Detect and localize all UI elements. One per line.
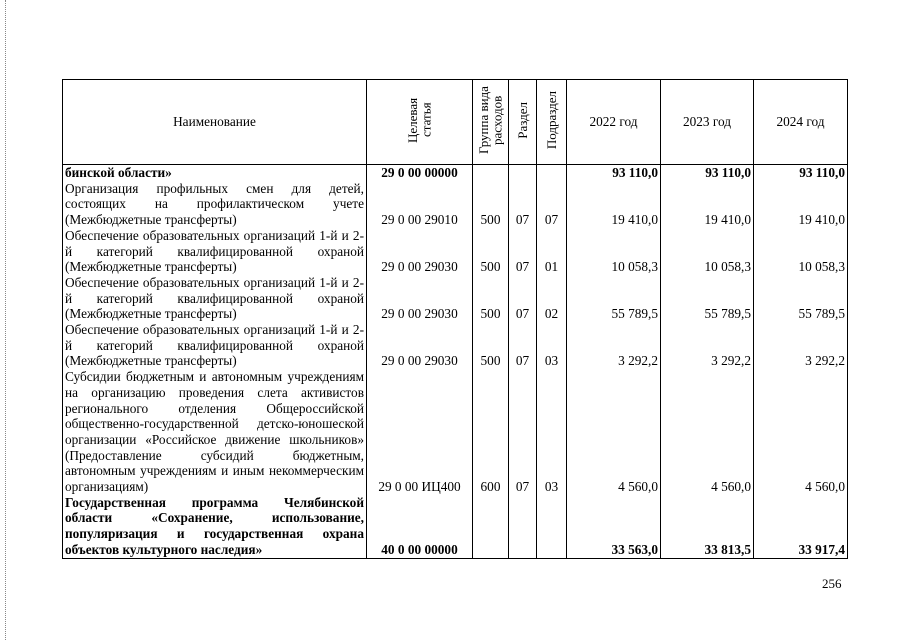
table-header-row <box>63 80 848 165</box>
row-code: 40 0 00 00000 <box>367 495 473 558</box>
row-value-2022: 33 563,0 <box>567 495 661 558</box>
header-2023: 2023 год <box>661 80 754 165</box>
row-section: 07 <box>509 181 537 228</box>
row-code: 29 0 00 29030 <box>367 322 473 369</box>
table-row <box>63 495 848 558</box>
row-code: 29 0 00 00000 <box>367 165 473 181</box>
row-code: 29 0 00 29030 <box>367 228 473 275</box>
page-left-border <box>5 0 6 640</box>
row-group: 500 <box>473 228 509 275</box>
header-section: Раздел <box>509 80 537 165</box>
row-value-2022: 10 058,3 <box>567 228 661 275</box>
table-row <box>63 322 848 369</box>
row-name: Организация профильных смен для детей, состоящих на профилактическом учете (Межбюджетные трансферты) <box>63 181 367 228</box>
row-value-2022: 55 789,5 <box>567 275 661 322</box>
row-value-2024: 55 789,5 <box>754 275 848 322</box>
table-row <box>63 181 848 228</box>
page-number: 256 <box>822 576 842 591</box>
row-value-2023: 10 058,3 <box>661 228 754 275</box>
table-row <box>63 165 848 181</box>
row-section <box>509 495 537 558</box>
row-subsection <box>537 165 567 181</box>
row-value-2024: 4 560,0 <box>754 369 848 495</box>
row-value-2023: 4 560,0 <box>661 369 754 495</box>
table-row <box>63 275 848 322</box>
row-value-2022: 19 410,0 <box>567 181 661 228</box>
row-group: 600 <box>473 369 509 495</box>
row-value-2024: 93 110,0 <box>754 165 848 181</box>
header-expense-group: Группа вида расходов <box>473 80 509 165</box>
row-group <box>473 495 509 558</box>
row-value-2023: 33 813,5 <box>661 495 754 558</box>
row-value-2024: 33 917,4 <box>754 495 848 558</box>
row-code: 29 0 00 29010 <box>367 181 473 228</box>
row-value-2022: 93 110,0 <box>567 165 661 181</box>
budget-table <box>62 79 848 559</box>
row-value-2022: 4 560,0 <box>567 369 661 495</box>
row-section: 07 <box>509 369 537 495</box>
row-section: 07 <box>509 322 537 369</box>
row-group: 500 <box>473 322 509 369</box>
row-name: Обеспечение образовательных организаций 1-й и 2-й категорий квалифицированной охраной (Межбюджетные трансферты) <box>63 275 367 322</box>
header-name: Наименование <box>63 80 367 165</box>
row-name: бинской области» <box>63 165 367 181</box>
row-code: 29 0 00 29030 <box>367 275 473 322</box>
row-subsection: 01 <box>537 228 567 275</box>
row-subsection <box>537 495 567 558</box>
row-group: 500 <box>473 275 509 322</box>
row-name: Обеспечение образовательных организаций 1-й и 2-й категорий квалифицированной охраной (Межбюджетные трансферты) <box>63 228 367 275</box>
row-value-2024: 10 058,3 <box>754 228 848 275</box>
row-group <box>473 165 509 181</box>
row-subsection: 02 <box>537 275 567 322</box>
table-row <box>63 228 848 275</box>
row-value-2023: 93 110,0 <box>661 165 754 181</box>
row-value-2023: 19 410,0 <box>661 181 754 228</box>
row-subsection: 03 <box>537 369 567 495</box>
table-row <box>63 369 848 495</box>
row-value-2023: 3 292,2 <box>661 322 754 369</box>
row-name: Государственная программа Челябинской области «Сохранение, использование, популяризация и государственная охрана объектов культурного наследия» <box>63 495 367 558</box>
header-subsection: Подраздел <box>537 80 567 165</box>
row-value-2022: 3 292,2 <box>567 322 661 369</box>
row-name: Обеспечение образовательных организаций 1-й и 2-й категорий квалифицированной охраной (Межбюджетные трансферты) <box>63 322 367 369</box>
row-value-2023: 55 789,5 <box>661 275 754 322</box>
row-value-2024: 19 410,0 <box>754 181 848 228</box>
row-group: 500 <box>473 181 509 228</box>
header-article: Целевая статья <box>367 80 473 165</box>
row-name: Субсидии бюджетным и автономным учреждениям на организацию проведения слета активистов регионального отделения Общероссийской общественно-государственной детско-юношеской организации «Российское движение школьников» (Предоставление субсидий бюджетным, автономным учреждениям и иным некоммерческим организациям) <box>63 369 367 495</box>
header-2022: 2022 год <box>567 80 661 165</box>
header-2024: 2024 год <box>754 80 848 165</box>
row-section <box>509 165 537 181</box>
row-subsection: 07 <box>537 181 567 228</box>
row-code: 29 0 00 ИЦ400 <box>367 369 473 495</box>
row-section: 07 <box>509 275 537 322</box>
row-subsection: 03 <box>537 322 567 369</box>
row-value-2024: 3 292,2 <box>754 322 848 369</box>
row-section: 07 <box>509 228 537 275</box>
